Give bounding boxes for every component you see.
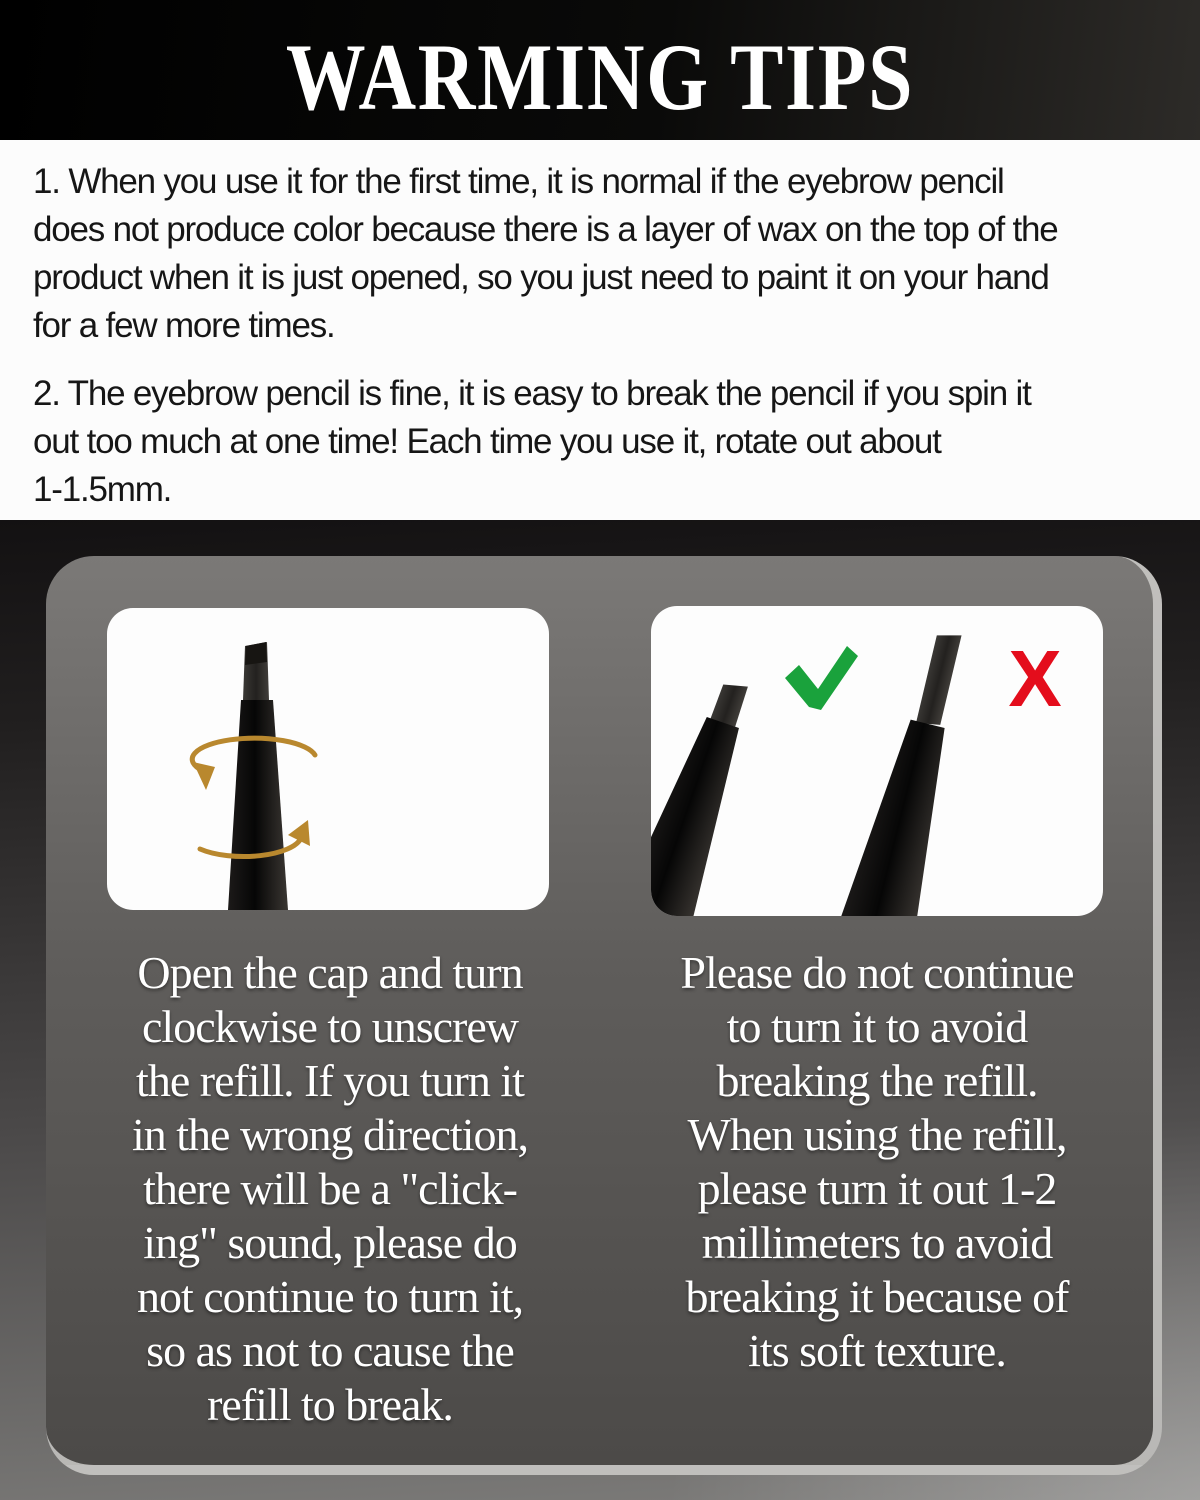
pencil-too-long [837, 623, 989, 916]
caption-line: When using the refill, [687, 1109, 1067, 1160]
paragraph-line: does not produce color because there is a layer of wax on the top of the [33, 210, 1058, 249]
checkmark-icon [785, 646, 858, 710]
caption-line: Open the cap and turn [137, 947, 523, 998]
caption-line: there will be a "click- [143, 1163, 517, 1214]
caption-line: breaking it because of [685, 1271, 1069, 1322]
rotate-arrow-top-head-icon [193, 762, 215, 790]
caption-line: millimeters to avoid [701, 1217, 1053, 1268]
pencil-body [228, 700, 288, 910]
paragraph-line: for a few more times. [33, 306, 335, 345]
page-title: WARMING TIPS [285, 24, 915, 130]
caption-line: the refill. If you turn it [136, 1055, 524, 1106]
caption-line: ing" sound, please do [143, 1217, 517, 1268]
paragraph-line: out too much at one time! Each time you use it, rotate out about [33, 422, 941, 461]
comparison-demo-image [651, 606, 1103, 916]
cross-icon: X [1008, 634, 1062, 723]
caption-line: its soft texture. [748, 1325, 1006, 1376]
rotation-demo-image [107, 608, 549, 910]
pencil-body [837, 714, 966, 916]
paragraph-line: 1-1.5mm. [33, 470, 172, 509]
caption-line: breaking the refill. [716, 1055, 1038, 1106]
demo-panel [46, 556, 1162, 1475]
paragraph-line: product when it is just opened, so you just need to paint it on your hand [33, 258, 1049, 297]
caption-line: refill to break. [207, 1379, 453, 1430]
paragraph-line: 2. The eyebrow pencil is fine, it is easy to break the pencil if you spin it [33, 374, 1031, 413]
caption-line: to turn it to avoid [726, 1001, 1028, 1052]
instructions-section [0, 140, 1200, 520]
pencil-lead [915, 630, 962, 729]
header-band [0, 0, 1200, 140]
pencil-body [651, 709, 759, 916]
caption-line: Please do not continue [680, 947, 1074, 998]
caption-line: clockwise to unscrew [142, 1001, 518, 1052]
instruction-paragraph-1 [33, 158, 1200, 350]
caption-line: so as not to cause the [146, 1325, 514, 1376]
pencil-rotate-illustration [107, 608, 549, 910]
pencil-correct-length [651, 670, 772, 916]
caption-line: not continue to turn it, [136, 1271, 524, 1322]
pencil-comparison-illustration [651, 606, 1103, 916]
right-caption [627, 946, 1127, 1378]
demo-section [0, 520, 1200, 1500]
instruction-paragraph-2 [33, 370, 1200, 514]
paragraph-line: 1. When you use it for the first time, it is normal if the eyebrow pencil [33, 162, 1004, 201]
left-caption [80, 946, 580, 1432]
caption-line: please turn it out 1-2 [697, 1163, 1057, 1214]
caption-line: in the wrong direction, [131, 1109, 528, 1160]
